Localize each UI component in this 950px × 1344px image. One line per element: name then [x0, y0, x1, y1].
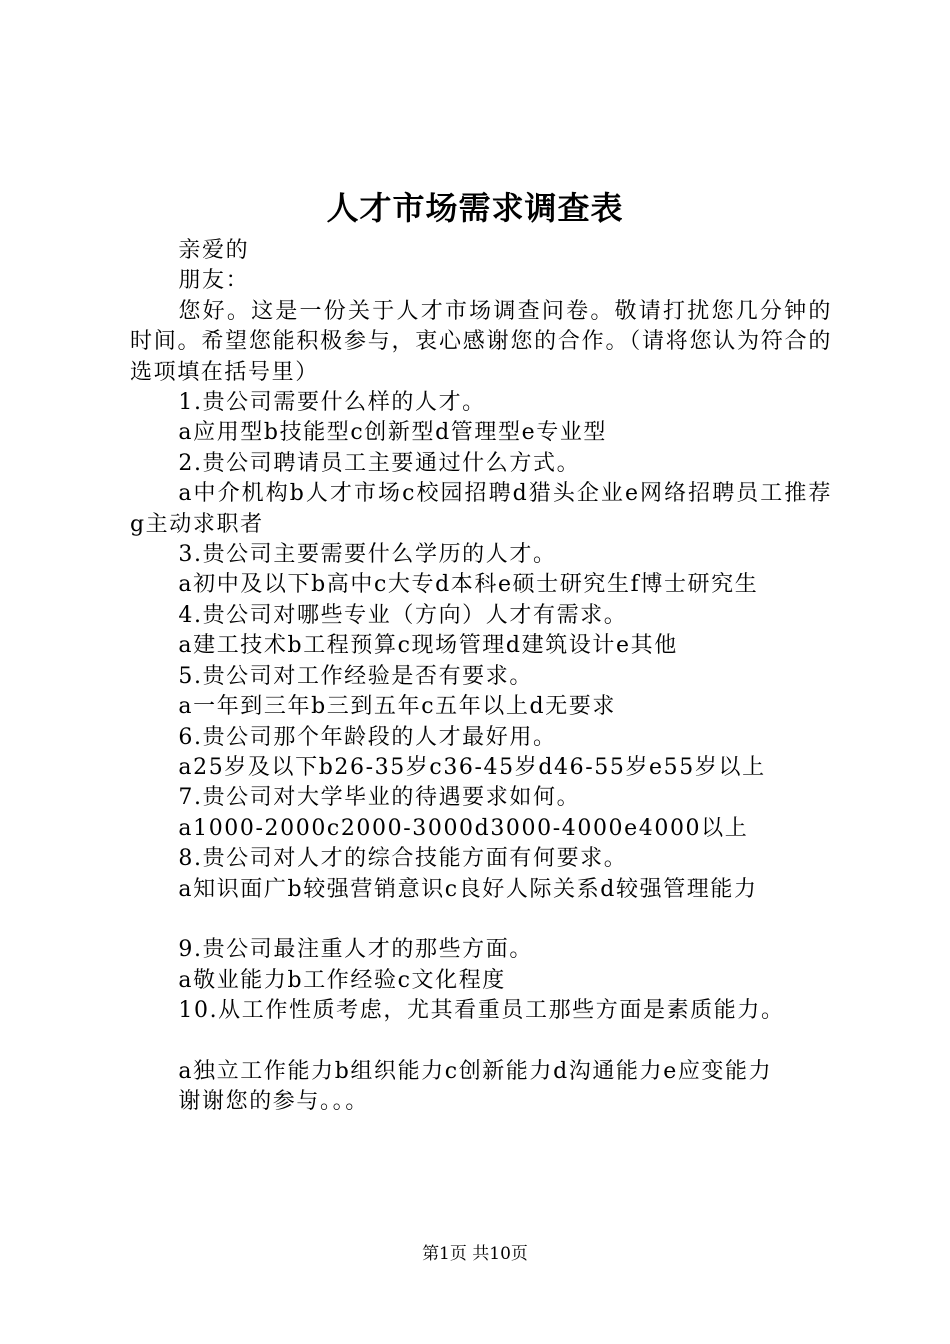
- question-2: 2.贵公司聘请员工主要通过什么方式。: [178, 450, 581, 476]
- question-8: 8.贵公司对人才的综合技能方面有何要求。: [178, 846, 628, 872]
- survey-body: [130, 236, 832, 1118]
- question-1: 1.贵公司需要什么样的人才。: [178, 390, 486, 416]
- question-9: 9.贵公司最注重人才的那些方面。: [178, 937, 533, 963]
- closing-line: 谢谢您的参与。。。: [178, 1089, 369, 1115]
- answer-options-2: a中介机构b人才市场c校园招聘d猎头企业e网络招聘员工推荐g主动求职者: [130, 481, 832, 537]
- blank-line: [130, 905, 832, 935]
- intro-paragraph: 您好。这是一份关于人才市场调查问卷。敬请打扰您几分钟的时间。希望您能积极参与，衷心感谢您的合作。（请将您认为符合的选项填在括号里）: [130, 298, 832, 385]
- answer-options-1: a应用型b技能型c创新型d管理型e专业型: [178, 420, 608, 446]
- question-10: 10.从工作性质考虑，尤其看重员工那些方面是素质能力。: [178, 998, 785, 1024]
- blank-line: [130, 1027, 832, 1057]
- question-4: 4.贵公司对哪些专业（方向）人才有需求。: [178, 602, 628, 628]
- answer-options-9: a敬业能力b工作经验c文化程度: [178, 967, 506, 993]
- question-6: 6.贵公司那个年龄段的人才最好用。: [178, 724, 557, 750]
- answer-options-6: a25岁及以下b26-35岁c36-45岁d46-55岁e55岁以上: [178, 754, 766, 780]
- question-3: 3.贵公司主要需要什么学历的人才。: [178, 542, 557, 568]
- answer-options-8: a知识面广b较强营销意识c良好人际关系d较强管理能力: [178, 876, 758, 902]
- answer-options-10: a独立工作能力b组织能力c创新能力d沟通能力e应变能力: [178, 1058, 773, 1084]
- greeting-line-1: 亲爱的: [178, 238, 250, 263]
- question-5: 5.贵公司对工作经验是否有要求。: [178, 663, 533, 689]
- greeting-line-2: 朋友：: [178, 268, 250, 294]
- page-footer: 第1页 共10页: [422, 1244, 528, 1264]
- answer-options-7: a1000-2000c2000-3000d3000-4000e4000以上: [178, 815, 749, 841]
- page-title: 人才市场需求调查表: [326, 189, 624, 227]
- answer-options-5: a一年到三年b三到五年c五年以上d无要求: [178, 694, 616, 720]
- question-7: 7.贵公司对大学毕业的待遇要求如何。: [178, 785, 581, 811]
- answer-options-3: a初中及以下b高中c大专d本科e硕士研究生f博士研究生: [178, 572, 759, 598]
- answer-options-4: a建工技术b工程预算c现场管理d建筑设计e其他: [178, 633, 678, 659]
